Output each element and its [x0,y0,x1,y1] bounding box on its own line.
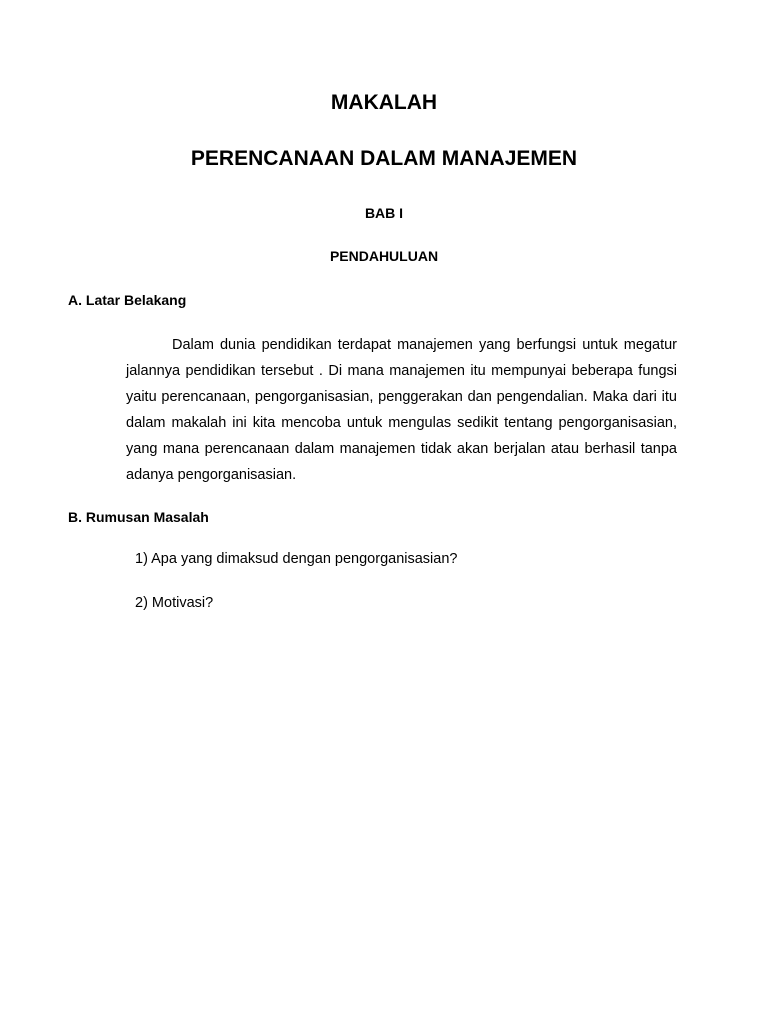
problem-item-1: 1) Apa yang dimaksud dengan pengorganisasian? [135,551,458,567]
problem-item-2: 2) Motivasi? [135,595,214,611]
document-subtitle: PERENCANAAN DALAM MANAJEMEN [190,147,578,170]
section-heading-latar-belakang: A. Latar Belakang [68,292,187,308]
chapter-number: BAB I [364,205,404,221]
background-paragraph: Dalam dunia pendidikan terdapat manajemen yang berfungsi untuk megatur jalannya pendidikan tersebut . Di mana manajemen itu mempunyai beberapa fungsi yaitu perencanaan, pengorganisasian, penggerakan dan pengendalian. Maka dari itu dalam makalah ini kita mencoba untuk mengulas sedikit tentang pengorganisasian, yang mana perencanaan dalam manajemen tidak akan berjalan atau berhasil tanpa adanya pengorganisasian. [126,337,677,483]
section-heading-rumusan-masalah: B. Rumusan Masalah [68,509,209,525]
document-title: MAKALAH [330,91,438,114]
chapter-name: PENDAHULUAN [329,248,439,264]
